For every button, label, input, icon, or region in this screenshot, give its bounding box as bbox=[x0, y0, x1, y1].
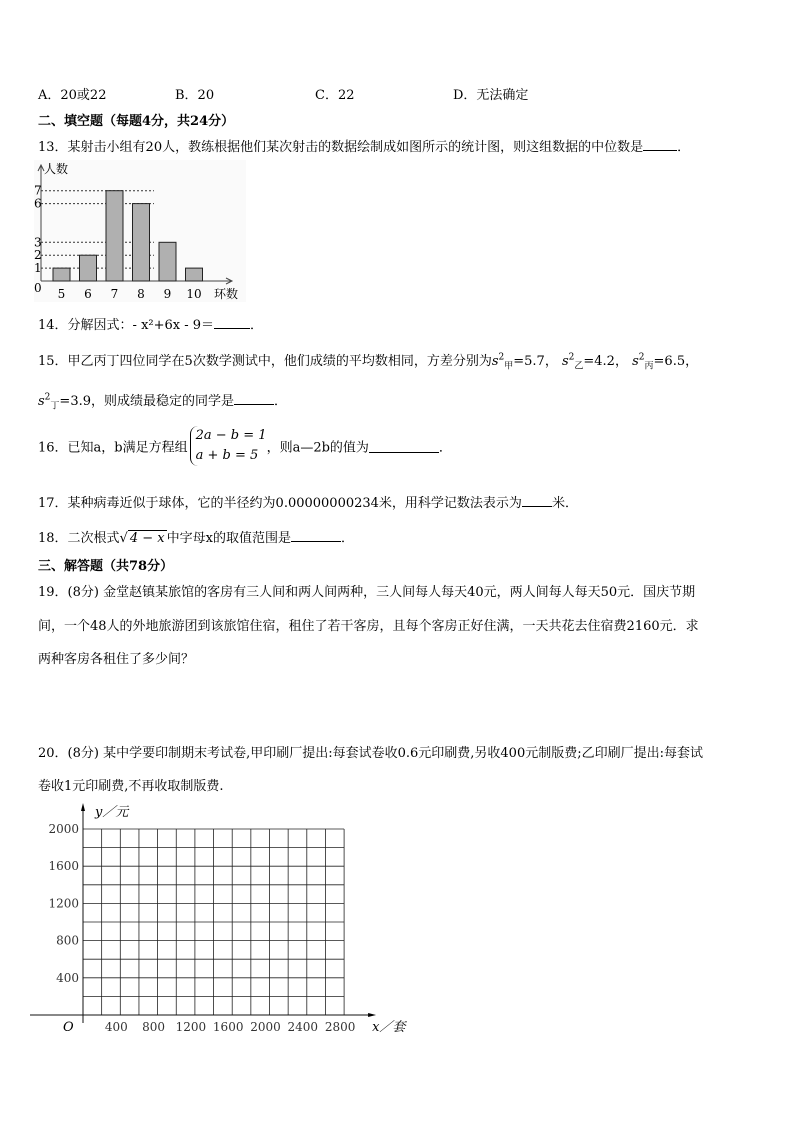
q17-end: 米． bbox=[551, 496, 578, 511]
option-b: B．20 bbox=[175, 88, 215, 103]
bar-5 bbox=[53, 268, 70, 281]
y-axis-label: y／元 bbox=[95, 805, 129, 820]
s-symbol: s bbox=[38, 394, 45, 409]
answer-blank bbox=[234, 392, 274, 405]
answer-blank bbox=[643, 138, 677, 151]
x-arrow-icon bbox=[368, 1013, 376, 1017]
x-tick-label: 10 bbox=[186, 287, 202, 301]
question-17 bbox=[38, 492, 578, 511]
question-16 bbox=[38, 426, 452, 466]
question-19-line2: 间，一个48人的外地旅游团到该旅馆住宿，租住了若干客房，且每个客房正好住满，一天共花去住宿费2160元．求 bbox=[38, 619, 699, 634]
x-tick-label: 8 bbox=[137, 287, 145, 301]
y-tick-label: 6 bbox=[34, 196, 42, 211]
option-c: C．22 bbox=[315, 88, 355, 103]
y-tick-label: 400 bbox=[56, 970, 79, 985]
q14-end: ． bbox=[250, 318, 264, 333]
radicand: 4 − x bbox=[129, 531, 165, 546]
s-symbol: s bbox=[561, 354, 569, 369]
question-15-line2: $s^2_丁=3.9$，则成绩最稳定的同学是 ． bbox=[38, 392, 288, 412]
bar-6 bbox=[80, 255, 97, 281]
bar-8 bbox=[133, 204, 150, 281]
var-bing: =6.5， bbox=[653, 354, 699, 369]
x-axis-label: x／套 bbox=[372, 1020, 406, 1035]
y-tick-label: 3 bbox=[34, 235, 42, 250]
var-yi: =4.2， bbox=[583, 354, 628, 369]
equation-system bbox=[190, 426, 267, 466]
y-tick-label: 2 bbox=[34, 248, 42, 263]
y-arrow-icon bbox=[81, 803, 85, 811]
x-tick-label: 2800 bbox=[324, 1020, 356, 1034]
y-axis-label: 人数 bbox=[44, 162, 69, 176]
question-15-line1: 15．甲乙丙丁四位同学在5次数学测试中，他们成绩的平均数相同，方差分别为$s^2_甲=5.7$， $s^2_乙=4.2$， $s^2_丙=6.5$， bbox=[38, 352, 699, 372]
q18-text: 18．二次根式 bbox=[38, 531, 120, 546]
x-axis-label: 环数 bbox=[214, 287, 239, 301]
y-tick-label: 1 bbox=[34, 261, 42, 276]
question-18: 18．二次根式√ 4 − x 中字母x的取值范围是 ． bbox=[38, 531, 354, 546]
section-3-title: 三、解答题（共78分） bbox=[38, 559, 174, 574]
option-d: D．无法确定 bbox=[453, 88, 529, 103]
var-ding: =3.9，则成绩最稳定的同学是 bbox=[59, 394, 234, 409]
question-14 bbox=[38, 314, 263, 333]
s-symbol: s bbox=[491, 354, 499, 369]
q18-end: ． bbox=[340, 531, 354, 546]
x-tick-label: 2000 bbox=[250, 1020, 281, 1034]
answer-blank bbox=[522, 494, 552, 507]
origin-label: O bbox=[63, 1020, 74, 1035]
option-a: A．20或22 bbox=[38, 88, 107, 103]
equation-2: a + b = 5 bbox=[195, 448, 259, 463]
coordinate-grid bbox=[30, 795, 430, 1045]
q18-after: 中字母x的取值范围是 bbox=[166, 531, 291, 546]
equation-1: 2a − b = 1 bbox=[195, 428, 267, 443]
q16-text: 16．已知a，b满足方程组 bbox=[38, 440, 188, 456]
x-tick-label: 6 bbox=[84, 287, 92, 301]
x-tick-label: 9 bbox=[163, 287, 172, 301]
bar-7 bbox=[106, 191, 123, 281]
y-tick-label: 2000 bbox=[48, 822, 79, 836]
question-19-line3: 两种客房各租住了多少间？ bbox=[38, 652, 195, 667]
y-tick-label: 800 bbox=[56, 933, 79, 948]
x-tick-label: 400 bbox=[104, 1020, 128, 1034]
x-tick-label: 7 bbox=[110, 287, 119, 301]
sub-yi: 乙 bbox=[574, 361, 584, 372]
section-2-title: 二、填空题（每题4分，共24分） bbox=[38, 114, 235, 129]
y-tick-label: 1600 bbox=[48, 859, 79, 874]
bar-10 bbox=[186, 268, 203, 281]
q15-text: 15．甲乙丙丁四位同学在5次数学测试中，他们成绩的平均数相同，方差分别为 bbox=[38, 354, 492, 369]
answer-blank bbox=[214, 316, 250, 329]
sub-bing: 丙 bbox=[644, 361, 654, 372]
x-tick-label: 800 bbox=[142, 1020, 166, 1034]
var-jia: =5.7， bbox=[513, 354, 558, 369]
q16-end: ． bbox=[438, 440, 452, 456]
question-20-line1: 20．(8分) 某中学要印制期末考试卷,甲印刷厂提出:每套试卷收0.6元印刷费,另收400元制版费;乙印刷厂提出:每套试 bbox=[38, 746, 703, 761]
s-symbol: s bbox=[632, 354, 639, 369]
q17-text: 17．某种病毒近似于球体，它的半径约为0.00000000234米，用科学记数法表示为 bbox=[38, 496, 522, 511]
bar-chart bbox=[34, 160, 246, 302]
answer-blank bbox=[291, 529, 341, 542]
q14-text: 14．分解因式：- x²+6x - 9＝ bbox=[38, 318, 215, 333]
q16-after: ，则a—2b的值为 bbox=[266, 440, 369, 456]
question-13 bbox=[38, 136, 690, 155]
q13-end: ． bbox=[677, 140, 691, 155]
sub-ding: 丁 bbox=[50, 401, 60, 412]
y-tick-label: 0 bbox=[34, 281, 42, 295]
bar-9 bbox=[159, 242, 176, 281]
x-tick-label: 2400 bbox=[287, 1020, 319, 1034]
y-tick-label: 7 bbox=[34, 183, 42, 198]
q13-text: 13．某射击小组有20人，教练根据他们某次射击的数据绘制成如图所示的统计图，则这组数据的中位数是 bbox=[38, 140, 644, 155]
answer-blank bbox=[369, 440, 439, 453]
y-tick-label: 1200 bbox=[48, 896, 79, 911]
question-20-line2: 卷收1元印刷费,不再收取制版费. bbox=[38, 779, 224, 794]
x-tick-label: 1200 bbox=[175, 1020, 207, 1034]
x-tick-label: 1600 bbox=[212, 1020, 244, 1034]
x-tick-label: 5 bbox=[57, 287, 66, 301]
question-19-line1: 19．(8分) 金堂赵镇某旅馆的客房有三人间和两人间两种，三人间每人每天40元，两人间每人每天50元．国庆节期 bbox=[38, 585, 696, 600]
q15-end: ． bbox=[274, 394, 288, 409]
sub-jia: 甲 bbox=[504, 361, 514, 372]
